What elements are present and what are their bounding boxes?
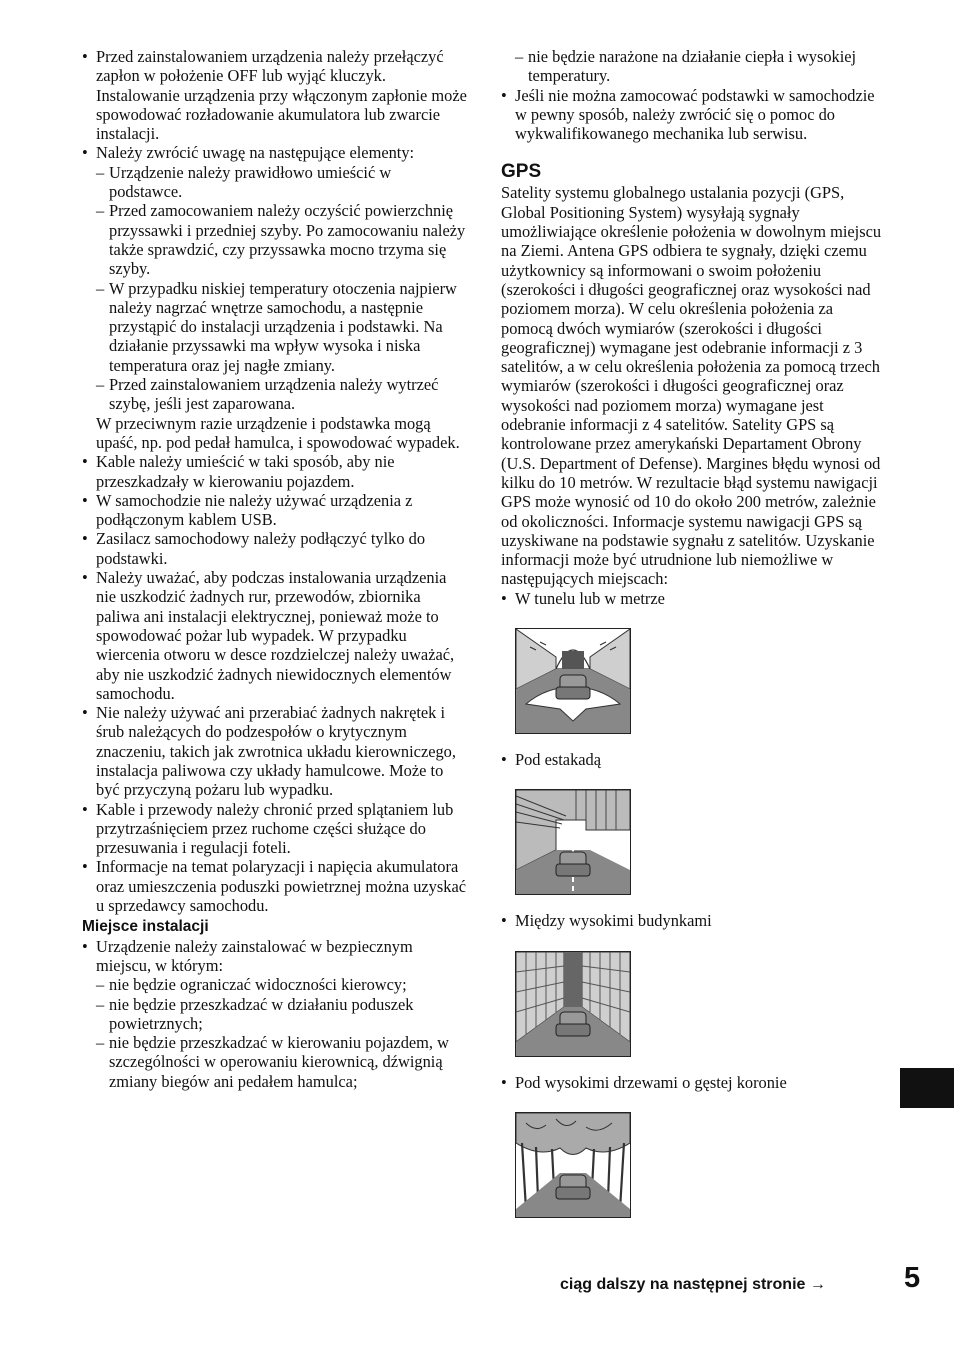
list-item: • Informacje na temat polaryzacji i napięcia akumulatora oraz umieszczenia poduszki powietrznej można uzyskać u sprzedawcy samochodu. xyxy=(82,857,467,915)
list-item: • Kable i przewody należy chronić przed splątaniem lub przytrzaśnięciem przez ruchome części służące do przesuwania i regulacji foteli. xyxy=(82,800,467,858)
section-subheading: Miejsce instalacji xyxy=(82,918,209,936)
sub-list-item: – W przypadku niskiej temperatury otoczenia najpierw należy nagrzać wnętrze samochodu, a następnie przystąpić do instalacji urządzenia i podstawki. Na działanie przyssawki ma wpływ wysoka i niska temperatura oraz jej nagłe zmiany. xyxy=(96,278,457,375)
section-heading-gps: GPS xyxy=(501,161,542,183)
list-item: • Zasilacz samochodowy należy podłączyć tylko do podstawki. xyxy=(82,529,467,568)
list-item: • Pod estakadą xyxy=(501,750,883,769)
sub-list-item: – Urządzenie należy prawidłowo umieścić w podstawce. xyxy=(96,162,392,202)
sub-list-item: – nie będzie narażone na działanie ciepła i wysokiej temperatury. xyxy=(515,47,857,86)
list-item: • Jeśli nie można zamocować podstawki w samochodzie w pewny sposób, należy zwrócić się o pomoc do wykwalifikowanego mechanika lub serwisu. xyxy=(501,86,883,144)
sub-list-item: – nie będzie przeszkadzać w działaniu poduszek powietrznych; xyxy=(96,994,414,1033)
list-item: • W samochodzie nie należy używać urządzenia z podłączonym kablem USB. xyxy=(82,491,467,530)
list-item: • Przed zainstalowaniem urządzenia należy przełączyć zapłon w położenie OFF lub wyjąć kluczyk. Instalowanie urządzenia przy włączonym zapłonie może spowodować rozładowanie akumulatora lub zwarcie instalacji. xyxy=(82,47,467,143)
list-item: • Należy zwrócić uwagę na następujące elementy: xyxy=(82,143,467,162)
section-tab-marker xyxy=(900,1068,954,1108)
list-item: • W tunelu lub w metrze xyxy=(501,589,883,608)
right-column xyxy=(501,47,883,1218)
list-item: • Należy uważać, aby podczas instalowania urządzenia nie uszkodzić żadnych rur, przewodów, zbiornika paliwa ani instalacji elektrycznej, ponieważ może to spowodować pożar lub wypadek. W przypadku wiercenia otworu w desce rozdzielczej należy uważać, aby nie uszkodzić żadnych niewidocznych elementów samochodu. xyxy=(82,568,467,703)
left-column xyxy=(82,47,467,1091)
sub-list-item: – nie będzie ograniczać widoczności kierowcy; xyxy=(96,975,407,995)
list-item: • Nie należy używać ani przerabiać żadnych nakrętek i śrub należących do podzespołów o krytycznym znaczeniu, takich jak zwrotnica układu kierowniczego, instalacja paliwowa czy układy hamulcowe. Może to być przyczyną pożaru lub wypadku. xyxy=(82,703,467,799)
sub-list-item: – nie będzie przeszkadzać w kierowaniu pojazdem, w szczególności w operowaniu kierownicą, dźwignią zmiany biegów ani pedałem hamulca; xyxy=(96,1033,449,1091)
buildings-illustration-icon xyxy=(515,951,631,1057)
tunnel-illustration-icon xyxy=(515,628,631,734)
trees-illustration-icon xyxy=(515,1112,631,1218)
continued-note: ciąg dalszy na następnej stronie → xyxy=(560,1276,826,1293)
list-item: • Urządzenie należy zainstalować w bezpiecznym miejscu, w którym: xyxy=(82,937,467,976)
overpass-illustration-icon xyxy=(515,789,631,895)
sub-list-item: – Przed zainstalowaniem urządzenia należy wytrzeć szybę, jeśli jest zaparowana. xyxy=(96,375,439,414)
list-item-continuation: W przeciwnym razie urządzenie i podstawka mogą upaść, np. pod pedał hamulca, i spowodować wypadek. xyxy=(96,413,460,452)
list-item: • Pod wysokimi drzewami o gęstej koronie xyxy=(501,1073,883,1092)
sub-list-item: – Przed zamocowaniem należy oczyścić powierzchnię przyssawki i przedniej szyby. Po zamocowaniu należy także sprawdzić, czy przyssawka mocno trzyma się szyby. xyxy=(96,201,466,279)
gps-paragraph: Satelity systemu globalnego ustalania pozycji (GPS, Global Positioning System) wysyłają sygnały umożliwiające określenie położenia w dowolnym miejscu na Ziemi. Antena GPS odbiera te sygnały, dzięki czemu użytkownicy są informowani o swoim położeniu (szerokości i długości geograficznej oraz wysokości nad poziomem morza). W celu określenia położenia za pomocą dwóch wymiarów (szerokości i długości geograficznej) wymagane jest odebranie informacji z 3 satelitów, a w celu określenia położenia za pomocą trzech wymiarów (szerokości i długości geograficznej oraz wysokości nad poziomem morza) wymagane jest odebranie informacji z 4 satelitów. Satelity GPS są kontrolowane przez amerykański Departament Obrony (U.S. Department of Defense). Margines błędu wynosi od kilku do 10 metrów. W rezultacie błąd systemu nawigacji GPS może wynosić od 10 do około 200 metrów, zależnie od okoliczności. Informacje systemu nawigacji GPS są uzyskiwane na podstawie sygnału z satelitów. Uzyskanie informacji może być utrudnione lub niemożliwe w następujących miejscach: xyxy=(501,183,882,589)
list-item: • Kable należy umieścić w taki sposób, aby nie przeszkadzały w kierowaniu pojazdem. xyxy=(82,452,467,491)
page-number: 5 xyxy=(904,1262,921,1294)
list-item: • Między wysokimi budynkami xyxy=(501,911,883,930)
